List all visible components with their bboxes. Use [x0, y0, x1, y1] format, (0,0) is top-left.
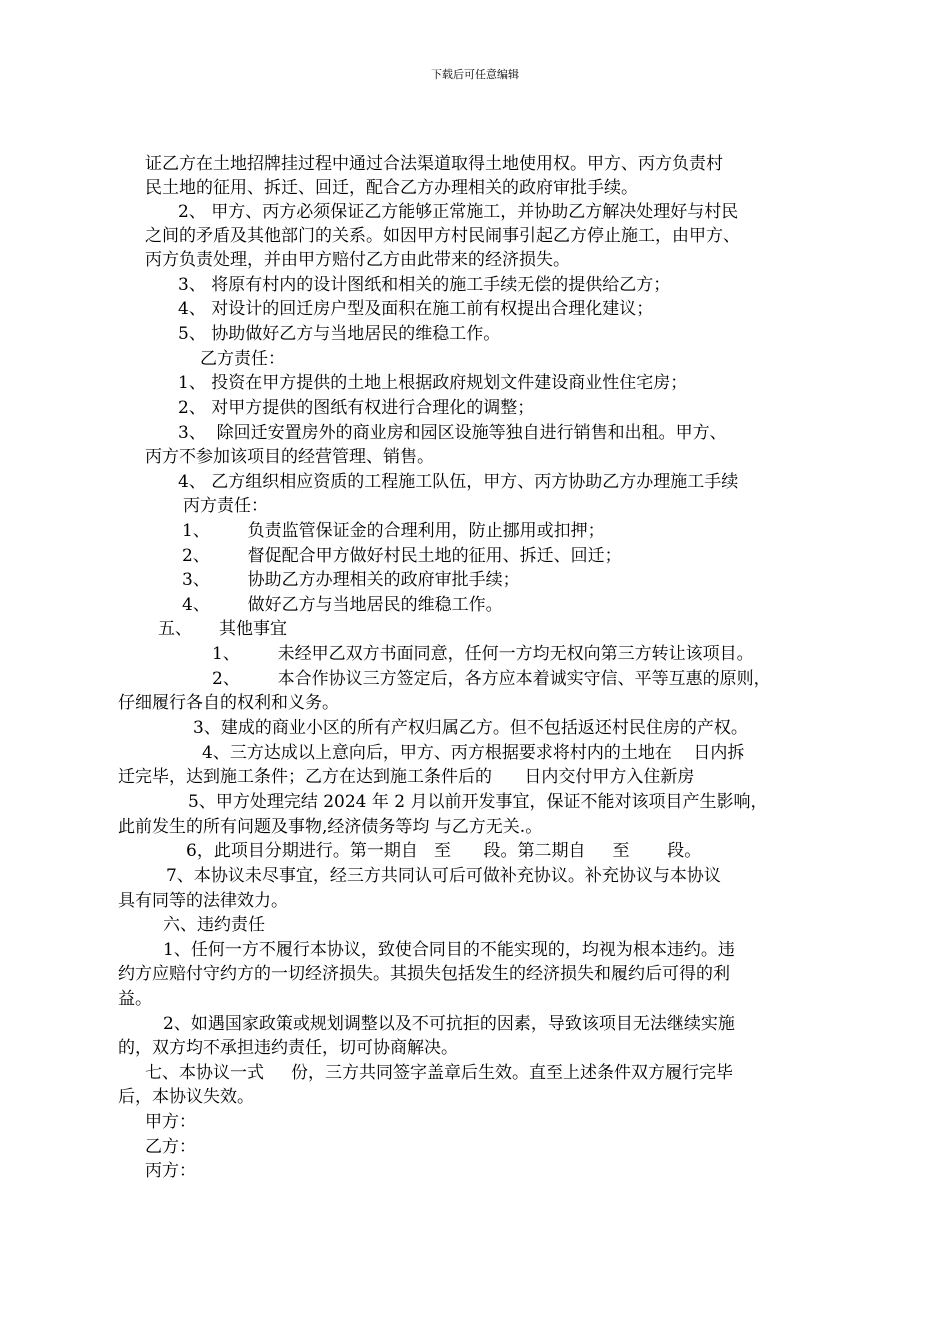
text-line: 1、 负责监管保证金的合理利用，防止挪用或扣押； [182, 521, 605, 541]
text-line: 6，此项目分期进行。第一期自 至 段。第二期自 至 段。 [186, 841, 702, 861]
signature-label-c: 丙方： [145, 1161, 196, 1181]
text-line: 4、三方达成以上意向后，甲方、丙方根据要求将村内的土地在 日内拆 [202, 743, 745, 763]
text-line: 后，本协议失效。 [118, 1087, 254, 1107]
text-line: 此前发生的所有问题及事物,经济债务等均 与乙方无关.。 [118, 817, 543, 837]
text-line: 5、 协助做好乙方与当地居民的维稳工作。 [178, 324, 501, 344]
text-line: 2、如遇国家政策或规划调整以及不可抗拒的因素，导致该项目无法继续实施 [163, 1014, 735, 1034]
text-line: 迁完毕，达到施工条件；乙方在达到施工条件后的 日内交付甲方入住新房 [118, 767, 695, 787]
text-line: 2、 本合作协议三方签定后，各方应本着诚实守信、平等互惠的原则， [212, 669, 771, 689]
signature-label-a: 甲方： [145, 1112, 196, 1132]
text-line: 3、 将原有村内的设计图纸和相关的施工手续无偿的提供给乙方； [178, 275, 671, 295]
text-line: 3、 除回迁安置房外的商业房和园区设施等独自进行销售和出租。甲方、 [178, 423, 727, 443]
section-heading: 五、 其他事宜 [158, 619, 288, 639]
text-line: 4、 对设计的回迁房户型及面积在施工前有权提出合理化建议； [178, 299, 654, 319]
text-line: 2、 甲方、丙方必须保证乙方能够正常施工，并协助乙方解决处理好与村民 [178, 202, 739, 222]
text-line: 5、甲方处理完结 2024 年 2 月以前开发事宜，保证不能对该项目产生影响， [188, 792, 768, 812]
section-heading: 六、违约责任 [163, 915, 265, 935]
text-line: 之间的矛盾及其他部门的关系。如因甲方村民闹事引起乙方停止施工，由甲方、 [145, 226, 740, 246]
text-line: 具有同等的法律效力。 [118, 891, 288, 911]
text-line: 的，双方均不承担违约责任，切可协商解决。 [118, 1038, 458, 1058]
text-line: 2、 督促配合甲方做好村民土地的征用、拆迁、回迁； [182, 546, 622, 566]
text-line: 乙方责任： [200, 349, 285, 369]
text-line: 3、建成的商业小区的所有产权归属乙方。但不包括返还村民住房的产权。 [193, 718, 748, 738]
text-line: 丙方责任： [183, 496, 268, 516]
page-header: 下载后可任意编辑 [431, 68, 519, 81]
text-line: 4、 做好乙方与当地居民的维稳工作。 [182, 595, 503, 615]
text-line: 证乙方在土地招牌挂过程中通过合法渠道取得土地使用权。甲方、丙方负责村 [145, 154, 723, 174]
text-line: 七、本协议一式 份，三方共同签字盖章后生效。直至上述条件双方履行完毕 [145, 1063, 734, 1083]
text-line: 2、 对甲方提供的图纸有权进行合理化的调整； [178, 398, 535, 418]
text-line: 4、 乙方组织相应资质的工程施工队伍，甲方、丙方协助乙方办理施工手续 [178, 472, 739, 492]
text-line: 丙方负责处理，并由甲方赔付乙方由此带来的经济损失。 [145, 250, 570, 270]
text-line: 约方应赔付守约方的一切经济损失。其损失包括发生的经济损失和履约后可得的利 [118, 964, 730, 984]
text-line: 益。 [118, 989, 152, 1009]
text-line: 7、本协议未尽事宜，经三方共同认可后可做补充协议。补充协议与本协议 [166, 866, 721, 886]
text-line: 仔细履行各自的权利和义务。 [118, 693, 339, 713]
text-line: 丙方不参加该项目的经营管理、销售。 [145, 447, 434, 467]
text-line: 1、 投资在甲方提供的土地上根据政府规划文件建设商业性住宅房； [178, 373, 688, 393]
text-line: 1、任何一方不履行本协议，致使合同目的不能实现的，均视为根本违约。违 [163, 940, 735, 960]
signature-label-b: 乙方： [145, 1137, 196, 1157]
text-line: 1、 未经甲乙双方书面同意，任何一方均无权向第三方转让该项目。 [212, 644, 754, 664]
text-line: 民土地的征用、拆迁、回迁，配合乙方办理相关的政府审批手续。 [145, 178, 638, 198]
text-line: 3、 协助乙方办理相关的政府审批手续； [182, 570, 520, 590]
